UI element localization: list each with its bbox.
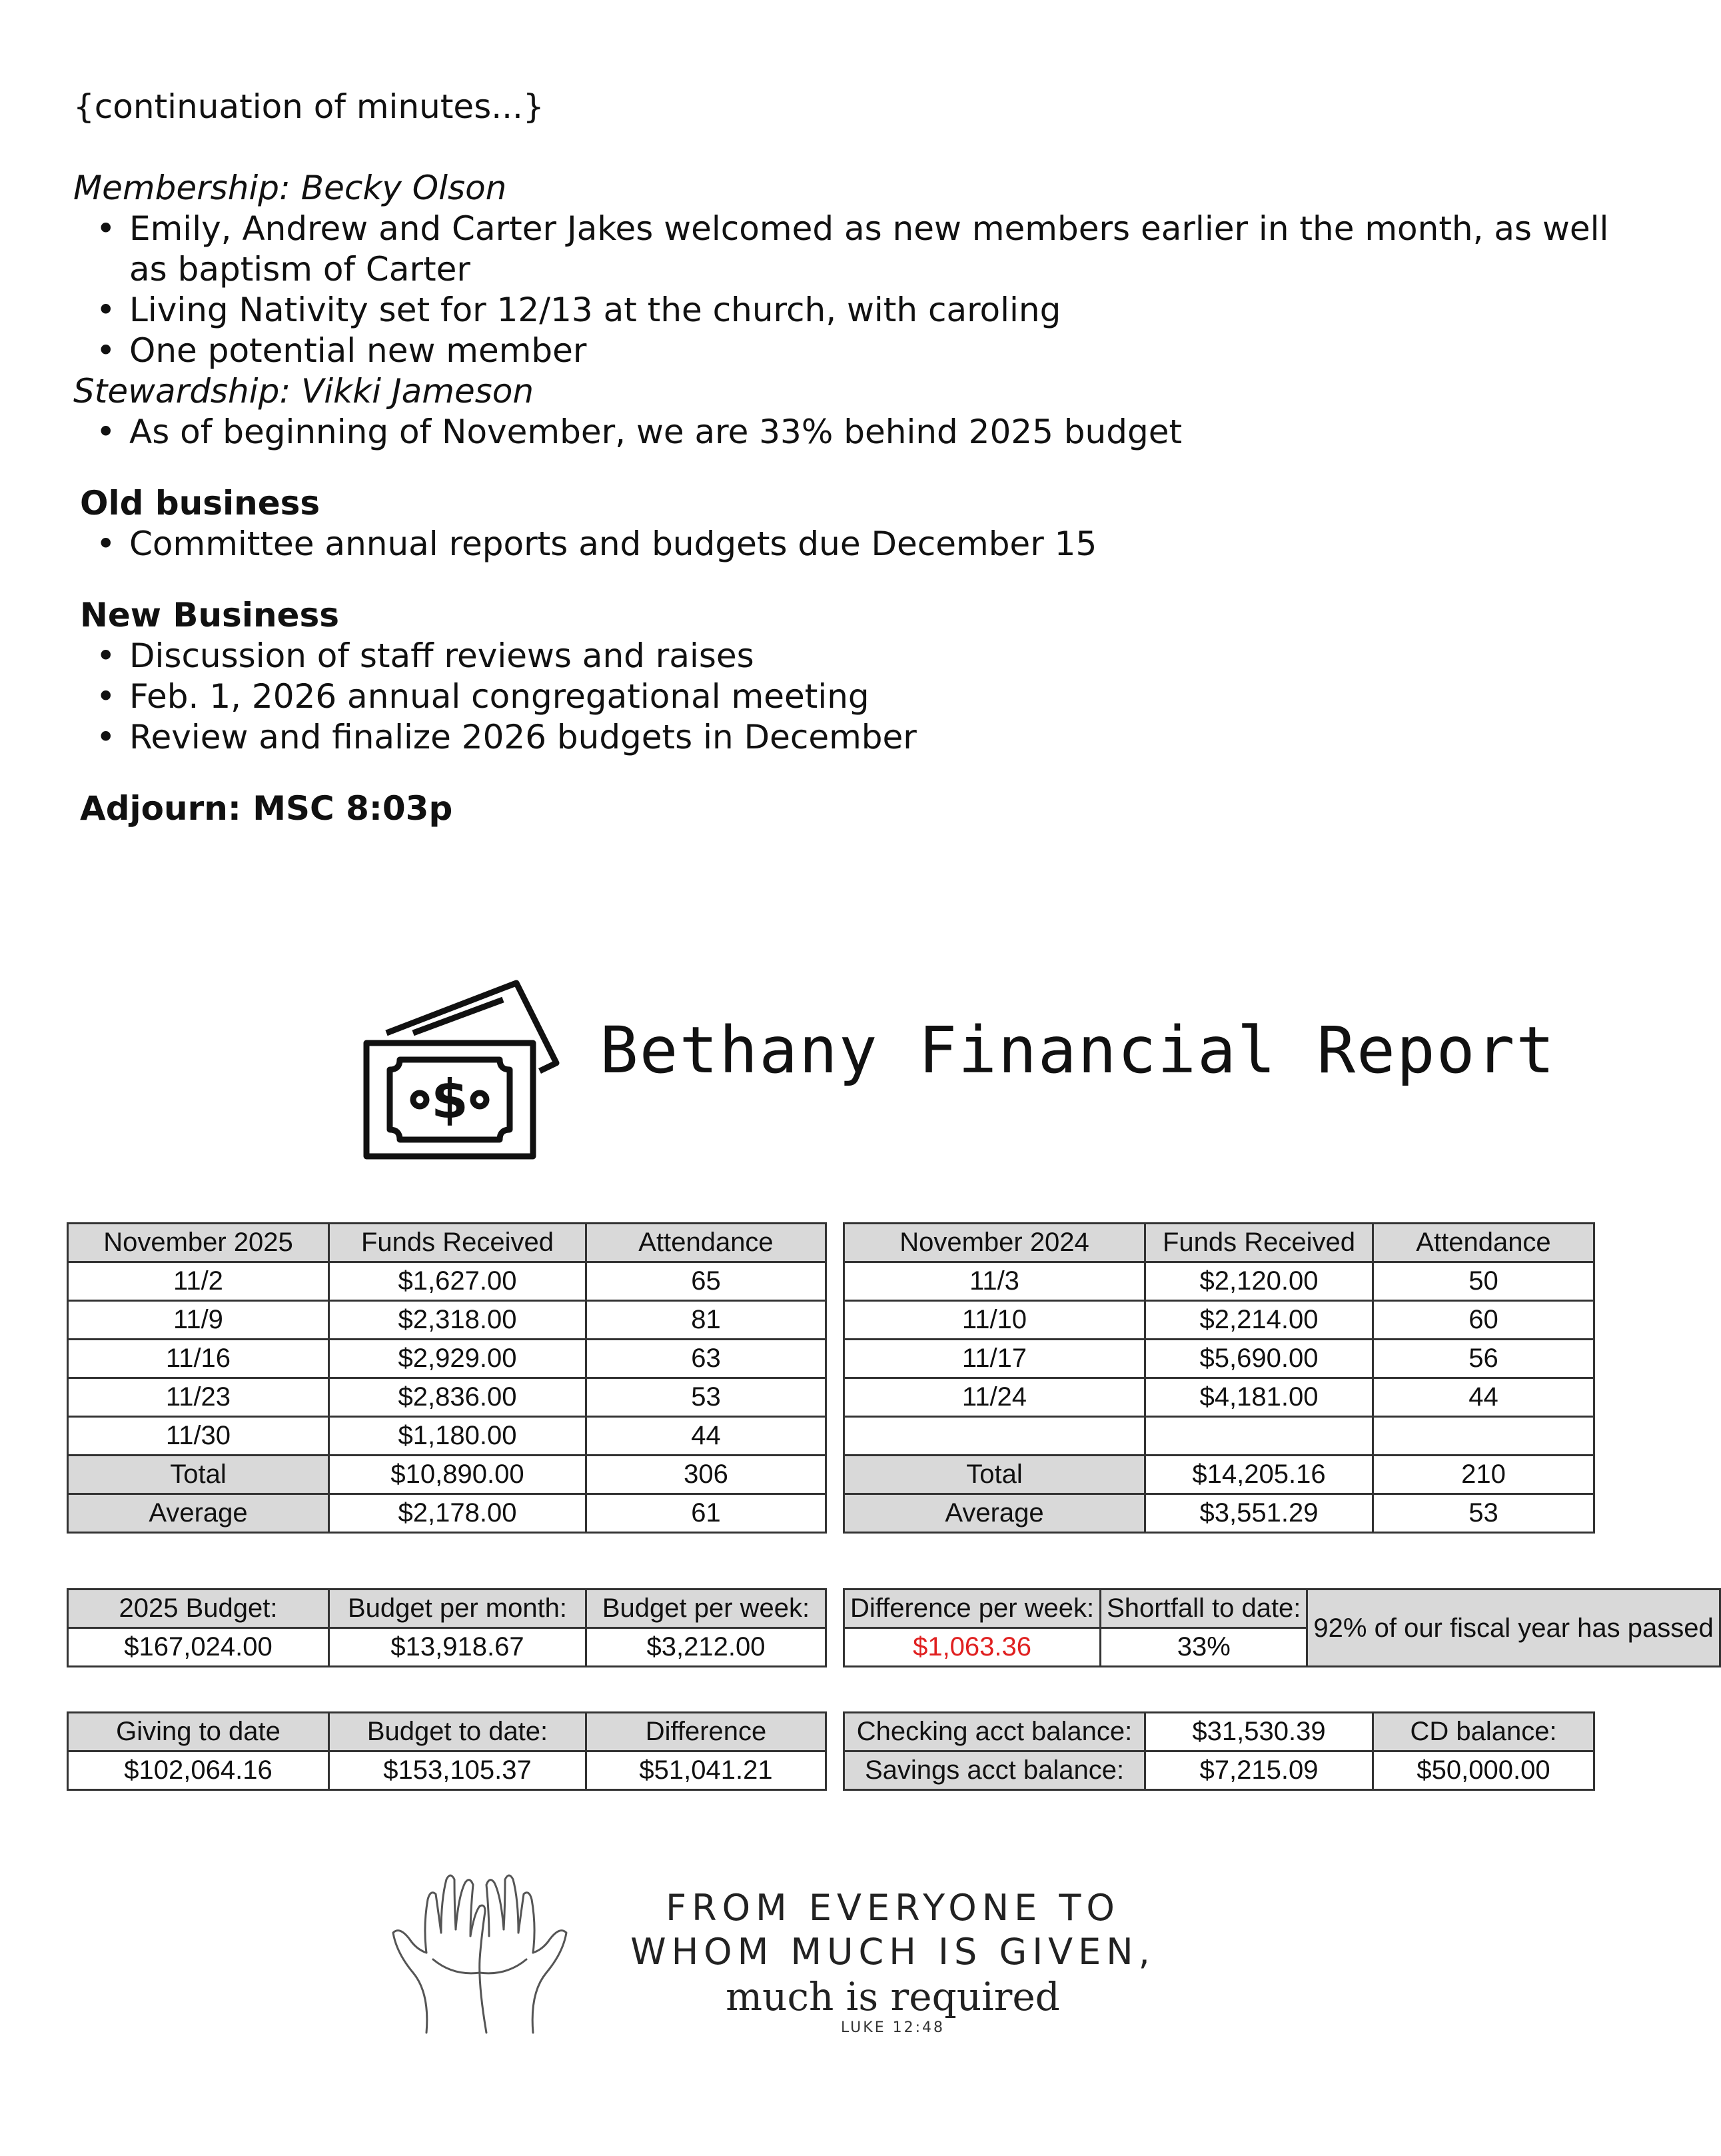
date-cell: 11/3 — [844, 1262, 1145, 1301]
attendance-cell: 50 — [1373, 1262, 1594, 1301]
table-row — [844, 1262, 1594, 1301]
stewardship-list — [73, 412, 1619, 453]
average-funds: $3,551.29 — [1145, 1494, 1373, 1533]
total-attendance: 306 — [586, 1456, 826, 1494]
date-cell: 11/2 — [68, 1262, 329, 1301]
table-header-row — [844, 1590, 1720, 1628]
column-header: November 2024 — [844, 1224, 1145, 1262]
total-funds: $10,890.00 — [329, 1456, 586, 1494]
list-item: • One potential new member — [129, 331, 1619, 371]
budget-to-date: $153,105.37 — [329, 1751, 586, 1790]
date-cell: 11/23 — [68, 1378, 329, 1417]
money-bill-icon — [360, 970, 573, 1163]
savings-label: Savings acct balance: — [844, 1751, 1145, 1790]
budget-annual: $167,024.00 — [68, 1628, 329, 1667]
table-row — [68, 1262, 826, 1301]
table-row — [844, 1751, 1594, 1790]
old-business-heading: Old business — [80, 484, 320, 523]
average-row — [844, 1494, 1594, 1533]
total-attendance: 210 — [1373, 1456, 1594, 1494]
table-row — [68, 1340, 826, 1378]
list-item: • Living Nativity set for 12/13 at the church, with caroling — [129, 290, 1619, 331]
table-row — [68, 1751, 826, 1790]
average-attendance: 61 — [586, 1494, 826, 1533]
fiscal-year-note: 92% of our fiscal year has passed — [1307, 1590, 1720, 1667]
column-header: Attendance — [1373, 1224, 1594, 1262]
shortfall-table — [843, 1588, 1721, 1667]
funds-cell: $5,690.00 — [1145, 1340, 1373, 1378]
old-business-list — [73, 524, 1619, 564]
shortfall-to-date: 33% — [1101, 1628, 1307, 1667]
checking-label: Checking acct balance: — [844, 1713, 1145, 1751]
total-row — [844, 1456, 1594, 1494]
funds-cell: $2,836.00 — [329, 1378, 586, 1417]
report-title: Bethany Financial Report — [600, 1013, 1556, 1088]
total-funds: $14,205.16 — [1145, 1456, 1373, 1494]
column-header: Funds Received — [1145, 1224, 1373, 1262]
average-funds: $2,178.00 — [329, 1494, 586, 1533]
attendance-cell: 44 — [586, 1417, 826, 1456]
empty-row — [844, 1417, 1594, 1456]
funds-cell: $1,627.00 — [329, 1262, 586, 1301]
list-item: • Committee annual reports and budgets due December 15 — [129, 524, 1619, 564]
attendance-cell: 56 — [1373, 1340, 1594, 1378]
open-hands-icon — [386, 1859, 573, 2039]
column-header: Budget per month: — [329, 1590, 586, 1628]
funds-cell: $2,120.00 — [1145, 1262, 1373, 1301]
column-header: Attendance — [586, 1224, 826, 1262]
verse-reference: LUKE 12:48 — [841, 2019, 945, 2036]
stewardship-person: Vikki Jameson — [301, 372, 534, 411]
table-row — [844, 1378, 1594, 1417]
attendance-cell: 44 — [1373, 1378, 1594, 1417]
table-row — [68, 1417, 826, 1456]
budget-table — [67, 1588, 827, 1667]
total-row — [68, 1456, 826, 1494]
table-row — [68, 1378, 826, 1417]
table-header-row — [68, 1713, 826, 1751]
funds-cell: $2,214.00 — [1145, 1301, 1373, 1340]
average-attendance: 53 — [1373, 1494, 1594, 1533]
funds-cell: $2,929.00 — [329, 1340, 586, 1378]
table-row — [844, 1713, 1594, 1751]
adjourn-line: Adjourn: MSC 8:03p — [80, 789, 453, 828]
membership-list — [73, 209, 1619, 371]
checking-value: $31,530.39 — [1145, 1713, 1373, 1751]
table-header-row — [844, 1224, 1594, 1262]
total-label: Total — [68, 1456, 329, 1494]
verse-line-3: much is required — [726, 1974, 1060, 2019]
attendance-cell: 63 — [586, 1340, 826, 1378]
average-label: Average — [844, 1494, 1145, 1533]
list-item: • Feb. 1, 2026 annual congregational meeting — [129, 676, 1619, 717]
column-header: Budget per week: — [586, 1590, 826, 1628]
column-header: Difference per week: — [844, 1590, 1101, 1628]
accounts-table — [843, 1711, 1595, 1791]
attendance-cell: 65 — [586, 1262, 826, 1301]
list-item: • Review and finalize 2026 budgets in December — [129, 717, 1619, 758]
list-item: • As of beginning of November, we are 33% behind 2025 budget — [129, 412, 1619, 453]
membership-label: Membership — [73, 169, 280, 207]
stewardship-heading: Stewardship: Vikki Jameson — [73, 372, 534, 411]
membership-person: Becky Olson — [300, 169, 507, 207]
column-header: Giving to date — [68, 1713, 329, 1751]
svg-text:$: $ — [431, 1068, 468, 1130]
table-header-row — [68, 1590, 826, 1628]
date-cell: 11/9 — [68, 1301, 329, 1340]
date-cell: 11/16 — [68, 1340, 329, 1378]
membership-heading: Membership: Becky Olson — [73, 169, 507, 207]
column-header: November 2025 — [68, 1224, 329, 1262]
new-business-list — [73, 636, 1619, 758]
funds-cell: $4,181.00 — [1145, 1378, 1373, 1417]
date-cell: 11/10 — [844, 1301, 1145, 1340]
new-business-heading: New Business — [80, 596, 339, 634]
giving-to-date: $102,064.16 — [68, 1751, 329, 1790]
attendance-cell: 60 — [1373, 1301, 1594, 1340]
nov-2025-table — [67, 1222, 827, 1534]
savings-value: $7,215.09 — [1145, 1751, 1373, 1790]
verse-block — [600, 1886, 1186, 2036]
table-row — [844, 1301, 1594, 1340]
attendance-cell: 53 — [586, 1378, 826, 1417]
stewardship-label: Stewardship — [73, 372, 280, 411]
date-cell: 11/24 — [844, 1378, 1145, 1417]
date-cell: 11/30 — [68, 1417, 329, 1456]
funds-cell: $2,318.00 — [329, 1301, 586, 1340]
total-label: Total — [844, 1456, 1145, 1494]
minutes-section — [73, 87, 1619, 829]
verse-line-1: FROM EVERYONE TO — [666, 1887, 1120, 1929]
verse-line-2: WHOM MUCH IS GIVEN, — [630, 1931, 1155, 1973]
average-row — [68, 1494, 826, 1533]
cd-label: CD balance: — [1373, 1713, 1594, 1751]
column-header: Budget to date: — [329, 1713, 586, 1751]
continuation-note: {continuation of minutes...} — [73, 87, 544, 126]
date-cell: 11/17 — [844, 1340, 1145, 1378]
table-row — [68, 1628, 826, 1667]
funds-cell: $1,180.00 — [329, 1417, 586, 1456]
table-header-row — [68, 1224, 826, 1262]
table-row — [844, 1340, 1594, 1378]
column-header: Difference — [586, 1713, 826, 1751]
column-header: 2025 Budget: — [68, 1590, 329, 1628]
column-header: Funds Received — [329, 1224, 586, 1262]
giving-table — [67, 1711, 827, 1791]
list-item: • Emily, Andrew and Carter Jakes welcomed as new members earlier in the month, as well as baptism of Carter — [129, 209, 1619, 290]
list-item: • Discussion of staff reviews and raises — [129, 636, 1619, 676]
table-row — [68, 1301, 826, 1340]
budget-month: $13,918.67 — [329, 1628, 586, 1667]
nov-2024-table — [843, 1222, 1595, 1534]
cd-value: $50,000.00 — [1373, 1751, 1594, 1790]
attendance-cell: 81 — [586, 1301, 826, 1340]
difference-per-week: $1,063.36 — [844, 1628, 1101, 1667]
average-label: Average — [68, 1494, 329, 1533]
giving-difference: $51,041.21 — [586, 1751, 826, 1790]
budget-week: $3,212.00 — [586, 1628, 826, 1667]
column-header: Shortfall to date: — [1101, 1590, 1307, 1628]
